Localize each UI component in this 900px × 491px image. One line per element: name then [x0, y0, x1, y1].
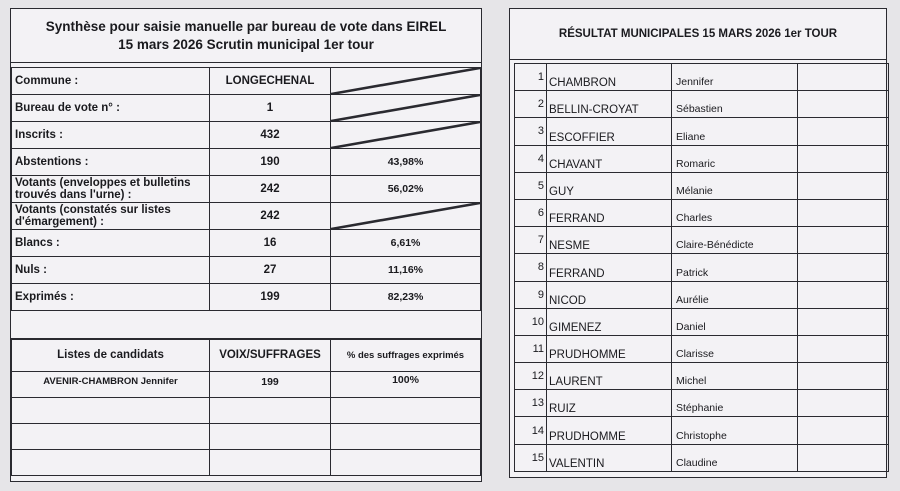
roster-surname: CHAMBRON [547, 64, 672, 91]
roster-empty-cell [798, 417, 889, 444]
roster-number: 15 [515, 444, 547, 471]
stat-value: 27 [210, 257, 331, 284]
stat-percent: 43,98% [331, 149, 481, 176]
candidates-table [11, 339, 481, 476]
roster-firstname: Stéphanie [672, 390, 798, 417]
candidate-voix [210, 450, 331, 476]
roster-empty-cell [798, 64, 889, 91]
roster-surname: ESCOFFIER [547, 118, 672, 145]
roster-firstname: Eliane [672, 118, 798, 145]
roster-surname: PRUDHOMME [547, 335, 672, 362]
stat-label: Blancs : [12, 230, 210, 257]
roster-row [515, 254, 889, 281]
strike-through-line [331, 122, 480, 148]
roster-firstname: Christophe [672, 417, 798, 444]
roster-firstname: Michel [672, 363, 798, 390]
roster-empty-cell [798, 308, 889, 335]
candidate-percent [331, 398, 481, 424]
roster-number: 1 [515, 64, 547, 91]
stat-value: 242 [210, 176, 331, 203]
roster-title: RÉSULTAT MUNICIPALES 15 MARS 2026 1er TOUR [510, 9, 886, 60]
candidates-header-row [12, 340, 481, 372]
stat-percent: 11,16% [331, 257, 481, 284]
stat-percent [331, 122, 481, 149]
section-spacer [11, 311, 481, 339]
stats-row [12, 230, 481, 257]
candidate-list-name [12, 450, 210, 476]
roster-surname: VALENTIN [547, 444, 672, 471]
roster-number: 2 [515, 91, 547, 118]
candidate-row [12, 398, 481, 424]
candidate-percent [331, 450, 481, 476]
roster-surname: GUY [547, 172, 672, 199]
roster-empty-cell [798, 172, 889, 199]
candidate-list-name [12, 424, 210, 450]
roster-number: 6 [515, 199, 547, 226]
roster-row [515, 417, 889, 444]
roster-number: 11 [515, 335, 547, 362]
stats-row [12, 95, 481, 122]
roster-surname: RUIZ [547, 390, 672, 417]
roster-empty-cell [798, 254, 889, 281]
roster-firstname: Claudine [672, 444, 798, 471]
roster-surname: GIMENEZ [547, 308, 672, 335]
candidate-percent [331, 424, 481, 450]
roster-number: 4 [515, 145, 547, 172]
roster-empty-cell [798, 281, 889, 308]
stat-label: Commune : [12, 68, 210, 95]
stat-label: Bureau de vote n° : [12, 95, 210, 122]
roster-firstname: Aurélie [672, 281, 798, 308]
roster-row [515, 308, 889, 335]
roster-empty-cell [798, 91, 889, 118]
roster-firstname: Jennifer [672, 64, 798, 91]
strike-through-line [331, 95, 480, 121]
roster-number: 9 [515, 281, 547, 308]
candidate-row [12, 372, 481, 398]
candidate-voix [210, 398, 331, 424]
stat-label: Votants (enveloppes et bulletins trouvés dans l'urne) : [12, 176, 210, 203]
roster-row [515, 390, 889, 417]
roster-number: 8 [515, 254, 547, 281]
roster-row [515, 444, 889, 471]
roster-row [515, 145, 889, 172]
stat-value: 199 [210, 284, 331, 311]
roster-number: 5 [515, 172, 547, 199]
roster-row [515, 363, 889, 390]
stat-percent: 6,61% [331, 230, 481, 257]
stats-row [12, 257, 481, 284]
roster-firstname: Sébastien [672, 91, 798, 118]
stat-value: 16 [210, 230, 331, 257]
stat-percent: 56,02% [331, 176, 481, 203]
header-voix: VOIX/SUFFRAGES [210, 340, 331, 372]
stat-percent [331, 203, 481, 230]
form-title-line2: 15 mars 2026 Scrutin municipal 1er tour [118, 36, 374, 52]
roster-surname: PRUDHOMME [547, 417, 672, 444]
roster-empty-cell [798, 444, 889, 471]
stats-row [12, 149, 481, 176]
stat-label: Inscrits : [12, 122, 210, 149]
roster-table [514, 63, 889, 472]
stats-row [12, 284, 481, 311]
roster-surname: LAURENT [547, 363, 672, 390]
roster-row [515, 64, 889, 91]
roster-firstname: Daniel [672, 308, 798, 335]
roster-empty-cell [798, 335, 889, 362]
stats-row [12, 122, 481, 149]
roster-row [515, 199, 889, 226]
candidate-row [12, 450, 481, 476]
roster-row [515, 227, 889, 254]
roster-surname: FERRAND [547, 254, 672, 281]
stat-value: 190 [210, 149, 331, 176]
roster-empty-cell [798, 118, 889, 145]
candidate-voix: 199 [210, 372, 331, 398]
roster-surname: CHAVANT [547, 145, 672, 172]
candidate-list-name: AVENIR-CHAMBRON Jennifer [12, 372, 210, 398]
roster-number: 13 [515, 390, 547, 417]
roster-number: 12 [515, 363, 547, 390]
roster-empty-cell [798, 390, 889, 417]
roster-row [515, 118, 889, 145]
candidate-voix [210, 424, 331, 450]
roster-empty-cell [798, 363, 889, 390]
results-roster [509, 8, 887, 478]
stat-value: 1 [210, 95, 331, 122]
stats-table [11, 67, 481, 311]
stat-label: Votants (constatés sur listes d'émargement) : [12, 203, 210, 230]
stats-row [12, 68, 481, 95]
roster-empty-cell [798, 227, 889, 254]
candidate-row [12, 424, 481, 450]
roster-row [515, 281, 889, 308]
stat-label: Nuls : [12, 257, 210, 284]
roster-number: 14 [515, 417, 547, 444]
header-pct: % des suffrages exprimés [331, 340, 481, 372]
roster-number: 7 [515, 227, 547, 254]
roster-number: 3 [515, 118, 547, 145]
stats-row [12, 176, 481, 203]
roster-firstname: Romaric [672, 145, 798, 172]
roster-number: 10 [515, 308, 547, 335]
roster-firstname: Claire-Bénédicte [672, 227, 798, 254]
strike-through-line [331, 68, 480, 94]
roster-surname: FERRAND [547, 199, 672, 226]
roster-empty-cell [798, 145, 889, 172]
roster-firstname: Patrick [672, 254, 798, 281]
roster-surname: NICOD [547, 281, 672, 308]
roster-row [515, 172, 889, 199]
roster-surname: BELLIN-CROYAT [547, 91, 672, 118]
strike-through-line [331, 203, 480, 229]
stat-label: Abstentions : [12, 149, 210, 176]
candidate-list-name [12, 398, 210, 424]
stat-label: Exprimés : [12, 284, 210, 311]
roster-firstname: Clarisse [672, 335, 798, 362]
stat-value: 242 [210, 203, 331, 230]
stat-percent [331, 68, 481, 95]
stat-percent: 82,23% [331, 284, 481, 311]
candidate-percent: 100% [331, 372, 481, 398]
stat-value: LONGECHENAL [210, 68, 331, 95]
roster-firstname: Charles [672, 199, 798, 226]
roster-row [515, 91, 889, 118]
roster-surname: NESME [547, 227, 672, 254]
form-title [11, 9, 481, 63]
roster-empty-cell [798, 199, 889, 226]
roster-row [515, 335, 889, 362]
form-title-line1: Synthèse pour saisie manuelle par bureau de vote dans EIREL [45, 18, 447, 34]
synthesis-form [10, 8, 482, 482]
stat-value: 432 [210, 122, 331, 149]
stat-percent [331, 95, 481, 122]
roster-firstname: Mélanie [672, 172, 798, 199]
stats-row [12, 203, 481, 230]
header-lists: Listes de candidats [12, 340, 210, 372]
